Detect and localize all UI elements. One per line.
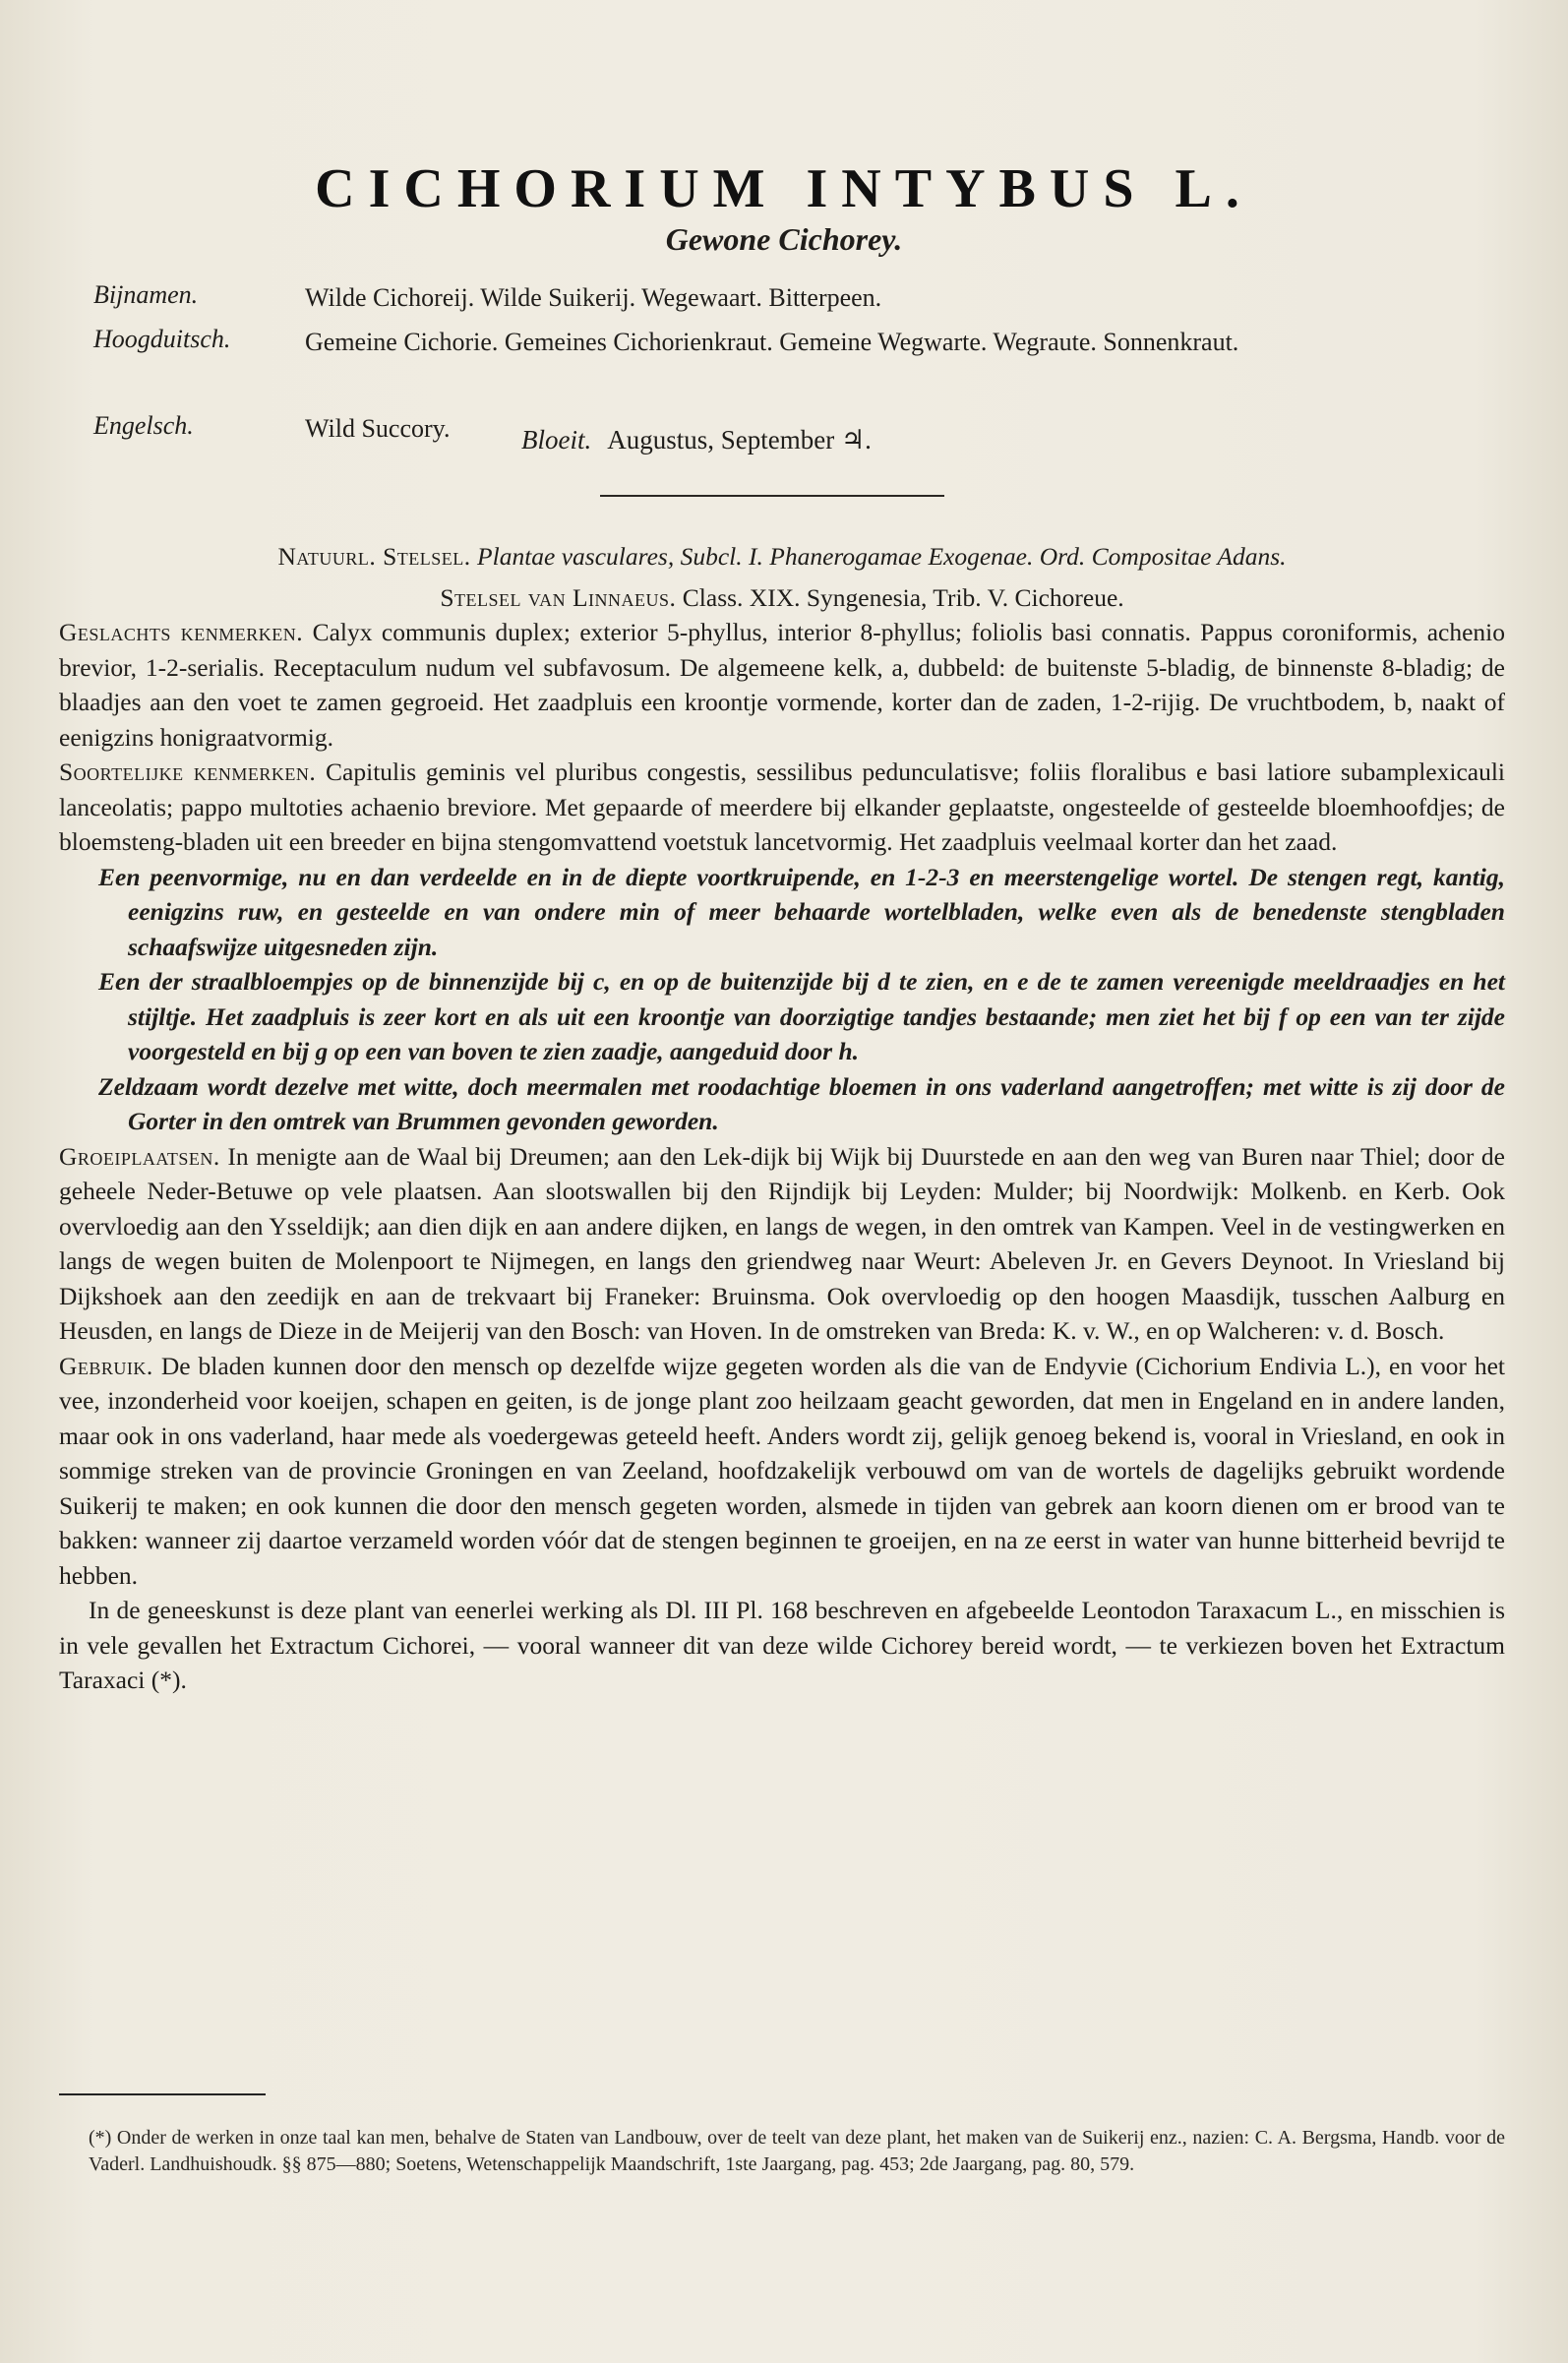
description-paragraph: Een peenvormige, nu en dan verdeelde en in de diepte voortkruipende, en 1-2-3 en meerstengelige wortel. De stengen regt, kantig, eenigzins ruw, en gesteelde en van ondere min of meer behaarde wortelbladen, welke even als de benedenste stengbladen schaafswijze uitgesneden zijn. xyxy=(98,862,1505,961)
ornament-divider xyxy=(600,489,944,503)
stelsel-text: Plantae vasculares, Subcl. I. Phanerogamae Exogenae. Ord. Compositae Adans. xyxy=(477,542,1287,571)
linnaeus-paragraph xyxy=(59,580,1505,616)
linnaeus-text: Class. XIX. Syngenesia, Trib. V. Cichoreue. xyxy=(682,582,1124,612)
stelsel-paragraph xyxy=(59,539,1505,575)
footnote-rule xyxy=(59,2093,266,2095)
page-subtitle: Gewone Cichorey. xyxy=(665,221,903,257)
gebruik-text: De bladen kunnen door den mensch op dezelfde wijze gegeten worden als die van de Endyvie (Cichorium Endivia L.), en voor het vee, inzonderheid voor koeijen, schapen en geiten, is de jonge plant zoo heilzaam geacht geworden, dat men in Engeland en in andere landen, maar ook in ons vaderland, haar mede als voedergewas geteeld heeft. Anders wordt zij, gelijk genoeg bekend is, vooral in Vriesland, en ook in sommige streken van de provincie Groningen en van Zeeland, hoofdzakelijk verbouwd om van de wortels de dagelijks gebruikt wordende Suikerij te maken; en ook kunnen die door den mensch gegeten worden, alsmede in tijden van gebrek aan koorn dienen om er brood van te bakken: wanneer zij daartoe verzameld worden vóór dat de stengen beginnen te groeijen, en na ze eerst in water van hunne bitterheid bevrijd te hebben. xyxy=(59,1351,1505,1590)
synonym-value: Gemeine Cichorie. Gemeines Cichorienkraut. Gemeine Wegwarte. Wegraute. Sonnenkraut. xyxy=(305,328,1239,356)
synonym-row xyxy=(93,280,1539,320)
gebruik-paragraph xyxy=(59,1349,1505,1594)
soortelijke-label: Soortelijke kenmerken. xyxy=(59,757,317,786)
geslachts-text: Calyx communis duplex; exterior 5-phyllus, interior 8-phyllus; foliolis basi connatis. Pappus coroniformis, achenio brevior, 1-2-serialis. Receptaculum nudum vel subfavosum. De algemeene kelk, a, dubbeld: de buitenste 5-bladig, de binnenste 8-bladig; de blaadjes aan den voet te zamen gegroeid. Het zaadpluis een kroontje vormende, korter dan de zaden, 1-2-rijig. De vruchtbodem, b, naakt of eenigzins honigraatvormig. xyxy=(59,618,1506,752)
divider-line xyxy=(600,495,944,497)
synonym-value: Wilde Cichoreij. Wilde Suikerij. Wegewaart. Bitterpeen. xyxy=(305,283,882,312)
groeiplaatsen-text: In menigte aan de Waal bij Dreumen; aan den Lek-dijk bij Wijk bij Duurstede en aan den weg van Buren naar Thiel; door de geheele Neder-Betuwe op vele plaatsen. Aan slootswallen bij den Rijndijk bij Leyden: Mulder; bij Noordwijk: Molkenb. en Kerb. Ook overvloedig aan den Ysseldijk; aan dien dijk en aan andere dijken, en langs de wegen, in den omtrek van Kampen. Veel in de vestingwerken en langs de wegen buiten de Molenpoort te Nijmegen, en langs den griendweg naar Weurt: Abeleven Jr. en Gevers Deynoot. In Vriesland bij Dijkshoek aan den zeedijk en aan de trekvaart bij Franeker: Bruinsma. Ook overvloedig op den hoogen Maasdijk, tusschen Aalburg en Heusden, en langs de Dieze in de Meijerij van den Bosch: van Hoven. In de omstreken van Breda: K. v. W., en op Walcheren: v. d. Bosch. xyxy=(59,1141,1506,1345)
geneeskunst-paragraph: In de geneeskunst is deze plant van eenerlei werking als Dl. III Pl. 168 beschreven en afgebeelde Leontodon Taraxacum L., en misschien is in vele gevallen het Extractum Cichorei, — vooral wanneer dit van deze wilde Cichorey bereid wordt, — te verkiezen boven het Extractum Taraxaci (*). xyxy=(59,1596,1505,1694)
description-paragraph: Zeldzaam wordt dezelve met witte, doch meermalen met roodachtige bloemen in ons vaderland aangetroffen; met witte is zij door de Gorter in den omtrek van Brummen gevonden geworden. xyxy=(98,1071,1505,1135)
bloei-line xyxy=(521,425,872,455)
stelsel-label: Natuurl. Stelsel. xyxy=(277,542,471,571)
gebruik-label: Gebruik. xyxy=(59,1351,153,1380)
footnote: (*) Onder de werken in onze taal kan men, behalve de Staten van Landbouw, over de teelt van deze plant, het maken van de Suikerij enz., nazien: C. A. Bergsma, Handb. voor de Vaderl. Landhuishoudk. §§ 875—880; Soetens, Wetenschappelijk Maandschrift, 1ste Jaargang, pag. 453; 2de Jaargang, pag. 80, 579. xyxy=(89,2127,1505,2175)
groeiplaatsen-paragraph xyxy=(59,1139,1505,1349)
synonym-label: Engelsch. xyxy=(93,411,194,440)
page-title: CICHORIUM INTYBUS L. xyxy=(315,158,1253,219)
synonym-row xyxy=(93,325,1539,403)
soortelijke-text: Capitulis geminis vel pluribus congestis, sessilibus pedunculatisve; foliis floralibus e basi latiore subamplexicauli lanceolatis; pappo multoties achaenio breviore. Met gepaarde of meerdere bij elkander geplaatste, ongesteelde of gesteelde bloemhoofdjes; de bloemsteng-bladen uit een breeder en bijna stengomvattend voetstuk lancetvormig. Het zaadpluis veelmaal korter dan het zaad. xyxy=(59,757,1506,856)
geslachts-label: Geslachts kenmerken. xyxy=(59,618,304,646)
description-paragraph: Een der straalbloempjes op de binnenzijde bij c, en op de buitenzijde bij d te zien, en e de te zamen vereenigde meeldraadjes en het stijltje. Het zaadpluis is zeer kort en als uit een kroontje van doorzigtige tandjes bestaande; men ziet het bij f op een van ter zijde voorgesteld en bij g op een van boven te zien zaadje, aangeduid door h. xyxy=(98,967,1505,1065)
synonym-label: Hoogduitsch. xyxy=(93,325,231,353)
linnaeus-label: Stelsel van Linnaeus. xyxy=(440,582,677,612)
synonym-value: Wild Succory. xyxy=(305,414,451,443)
groeiplaatsen-label: Groeiplaatsen. xyxy=(59,1141,220,1171)
geslachts-paragraph xyxy=(59,615,1505,755)
soortelijke-paragraph xyxy=(59,755,1505,860)
bloei-value: Augustus, September ♃. xyxy=(607,425,872,454)
synonym-label: Bijnamen. xyxy=(93,280,199,309)
main-text xyxy=(59,539,1505,1698)
bloei-label: Bloeit. xyxy=(521,425,592,454)
